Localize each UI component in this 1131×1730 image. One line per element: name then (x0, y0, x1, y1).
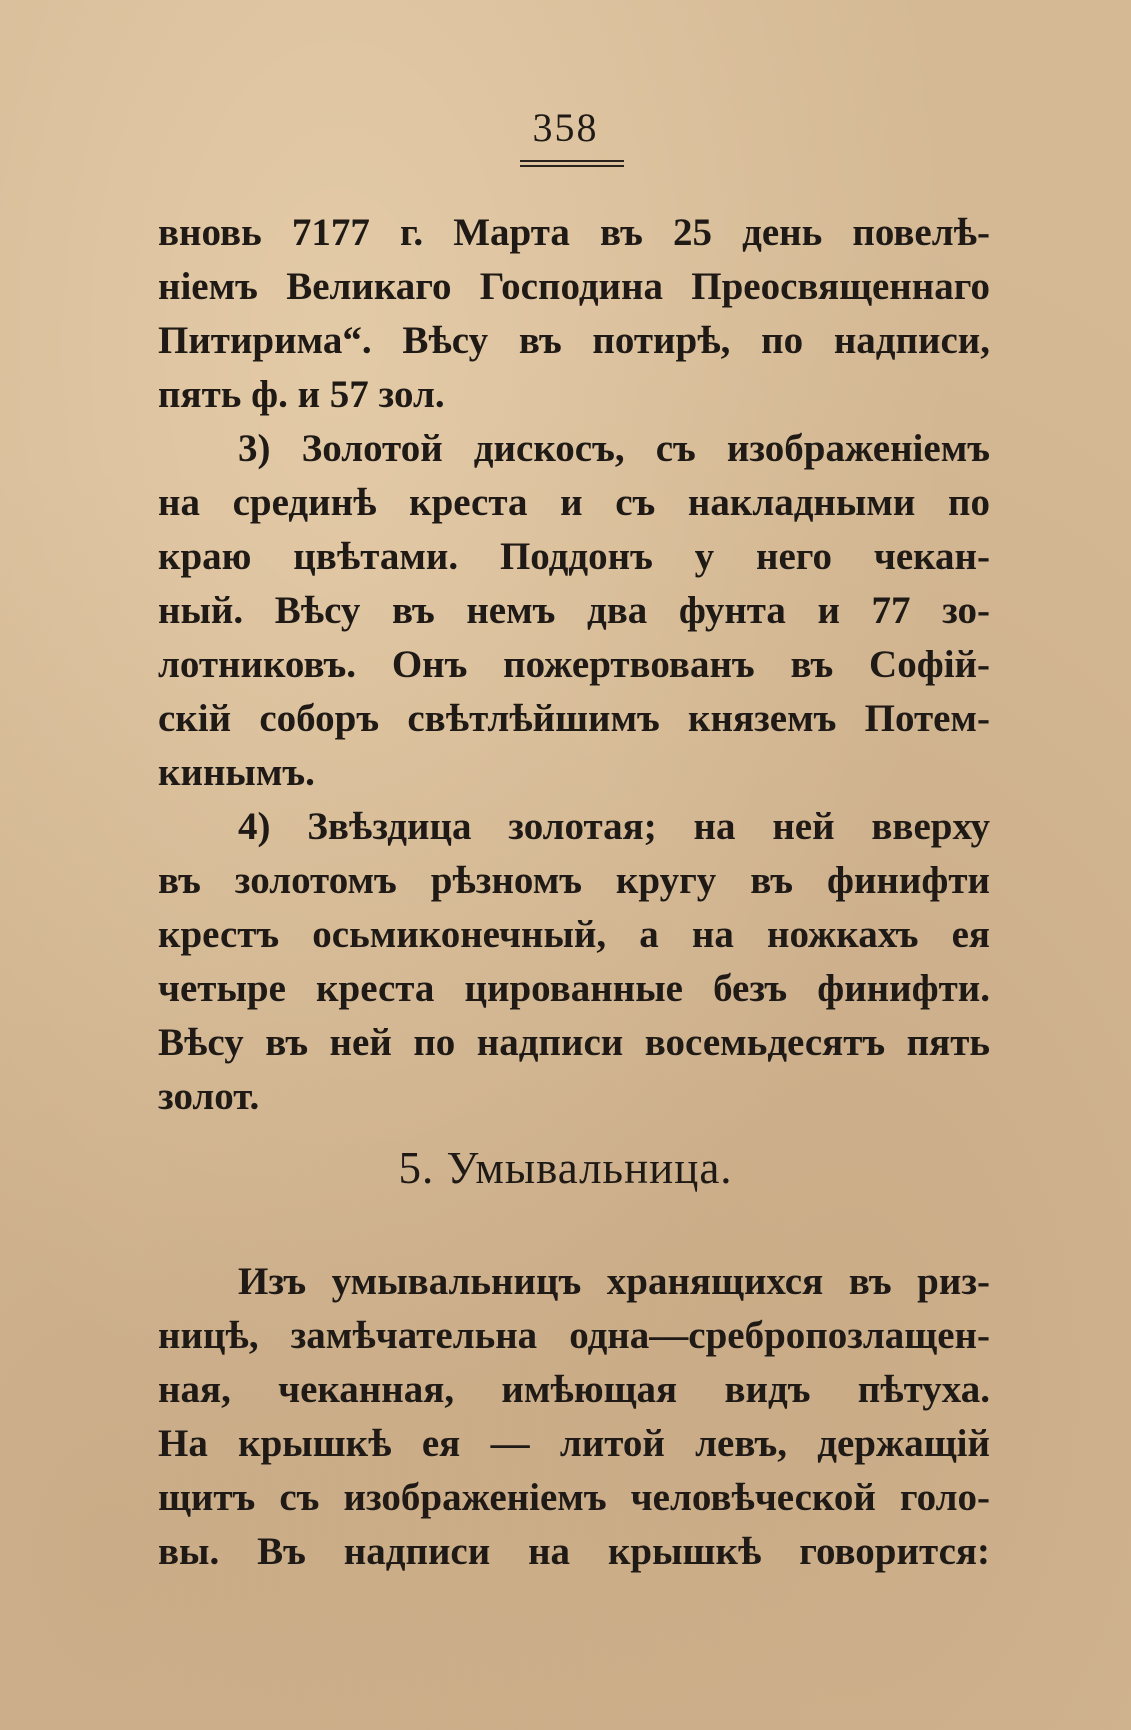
text-line: въ золотомъ рѣзномъ кругу въ финифти (158, 859, 990, 902)
text-line: вы. Въ надписи на крышкѣ говорится: (158, 1530, 990, 1573)
header-double-rule (520, 160, 624, 167)
text-line: кинымъ. (158, 751, 315, 794)
text-line: крестъ осьмиконечный, а на ножкахъ ея (158, 913, 990, 956)
section-heading: 5. Умывальница. (398, 1143, 733, 1193)
page-header (0, 104, 1131, 152)
text-line: нiемъ Великаго Господина Преосвященнаго (158, 265, 990, 308)
text-line: четыре креста цированные безъ финифти. (158, 967, 990, 1010)
text-line: Изъ умывальницъ хранящихся въ риз- (238, 1260, 990, 1303)
text-line: вновь 7177 г. Марта въ 25 день повелѣ- (158, 211, 990, 254)
text-line: Вѣсу въ ней по надписи восемьдесятъ пять (158, 1021, 990, 1064)
text-line: краю цвѣтами. Поддонъ у него чекан- (158, 535, 990, 578)
text-line: ный. Вѣсу въ немъ два фунта и 77 зо- (158, 589, 990, 632)
text-line: золот. (158, 1075, 260, 1118)
text-line: Питирима“. Вѣсу въ потирѣ, по надписи, (158, 319, 990, 362)
text-line: лотниковъ. Онъ пожертвованъ въ Софiй- (158, 643, 990, 686)
body-text-top (158, 206, 990, 1124)
page-number: 358 (532, 105, 599, 150)
body-text-bottom (158, 1255, 990, 1579)
text-line: 3) Золотой дискосъ, съ изображенiемъ (238, 427, 990, 470)
text-line: на срединѣ креста и съ накладными по (158, 481, 990, 524)
text-line: пять ф. и 57 зол. (158, 373, 445, 416)
text-line: скiй соборъ свѣтлѣйшимъ княземъ Потем- (158, 697, 990, 740)
text-line: ная, чеканная, имѣющая видъ пѣтуха. (158, 1368, 990, 1411)
text-line: На крышкѣ ея — литой левъ, держащiй (158, 1422, 990, 1465)
text-line: щитъ съ изображенiемъ человѣческой голо- (158, 1476, 990, 1519)
text-line: 4) Звѣздица золотая; на ней вверху (238, 805, 990, 848)
text-line: ницѣ, замѣчательна одна—сребропозлащен- (158, 1314, 990, 1357)
